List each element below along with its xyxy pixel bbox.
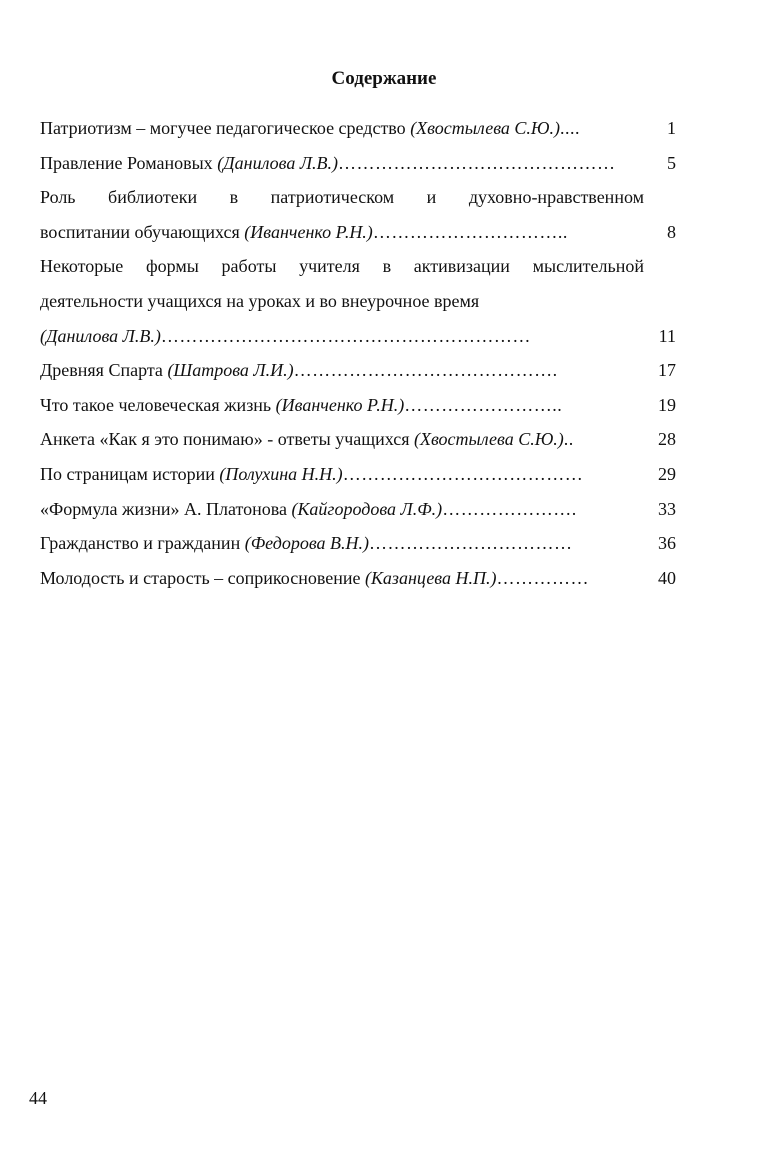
toc-entry-line xyxy=(40,183,676,218)
leader-dots: …………………………… xyxy=(369,533,573,554)
entry-page: 40 xyxy=(658,567,676,588)
table-of-contents xyxy=(40,114,676,598)
leader-dots: …………… xyxy=(496,567,589,588)
entry-title: воспитании обучающихся xyxy=(40,221,245,242)
entry-title: Древняя Спарта xyxy=(40,360,168,381)
page-title: Содержание xyxy=(331,68,437,89)
entry-author: (Полухина Н.Н.) xyxy=(219,463,343,484)
toc-entry xyxy=(40,460,676,495)
entry-page: 1 xyxy=(667,118,676,138)
toc-entry xyxy=(40,322,676,357)
toc-entry-line xyxy=(40,252,676,287)
leader-dots: ……………………………………… xyxy=(338,152,616,173)
entry-author: (Казанцева Н.П.) xyxy=(364,567,497,588)
leader-dots: .. xyxy=(563,429,574,450)
entry-author: (Федорова В.Н.) xyxy=(244,533,369,554)
entry-title: «Формула жизни» А. Платонова xyxy=(40,498,292,519)
entry-title: Гражданство и гражданин xyxy=(40,533,245,554)
leader-dots: …………………………………………………… xyxy=(160,325,531,346)
entry-author: (Хвостылева С.Ю.) xyxy=(413,429,564,450)
entry-author: (Данилова Л.В.) xyxy=(40,325,161,346)
toc-entry xyxy=(40,425,676,460)
entry-page: 5 xyxy=(667,152,676,173)
entry-title: Некоторые формы работы учителя в активизации мыслительной xyxy=(40,256,644,277)
entry-page: 36 xyxy=(658,533,676,554)
entry-title: Роль библиотеки в патриотическом и духовно-нравственном xyxy=(40,187,644,208)
entry-title: Что такое человеческая жизнь xyxy=(40,394,276,415)
entry-page: 19 xyxy=(658,394,676,415)
toc-entry xyxy=(40,356,676,391)
entry-page: 28 xyxy=(658,429,676,450)
toc-entry-line xyxy=(40,287,676,322)
leader-dots: ……………………………………. xyxy=(293,360,558,381)
leader-dots: ………………………….. xyxy=(372,221,568,242)
leader-dots: ………………………………… xyxy=(342,463,584,484)
entry-author: (Иванченко Р.Н.) xyxy=(275,394,405,415)
page-number: 44 xyxy=(29,1088,47,1108)
toc-entry xyxy=(40,529,676,564)
toc-entry xyxy=(40,391,676,426)
leader-dots: .... xyxy=(560,118,580,138)
entry-title: деятельности учащихся на уроках и во внеурочное время xyxy=(40,290,480,311)
toc-entry xyxy=(40,114,676,149)
toc-entry xyxy=(40,149,676,184)
entry-page: 11 xyxy=(658,325,676,346)
entry-author: (Хвостылева С.Ю.) xyxy=(410,118,560,138)
entry-title: По страницам истории xyxy=(40,463,220,484)
entry-author: (Данилова Л.В.) xyxy=(217,152,339,173)
entry-author: (Иванченко Р.Н.) xyxy=(244,221,373,242)
entry-title: Анкета «Как я это понимаю» - ответы учащихся xyxy=(40,429,414,450)
entry-page: 17 xyxy=(658,360,676,381)
entry-title: Молодость и старость – соприкосновение xyxy=(40,567,365,588)
entry-author: (Шатрова Л.И.) xyxy=(167,360,294,381)
leader-dots: …………………. xyxy=(442,498,577,519)
entry-title: Патриотизм – могучее педагогическое средство xyxy=(40,118,411,138)
toc-entry xyxy=(40,218,676,253)
entry-page: 29 xyxy=(658,463,676,484)
entry-author: (Кайгородова Л.Ф.) xyxy=(291,498,443,519)
leader-dots: …………………….. xyxy=(404,394,563,415)
toc-entry xyxy=(40,564,676,599)
entry-page: 33 xyxy=(658,498,676,519)
entry-title: Правление Романовых xyxy=(40,152,218,173)
entry-page: 8 xyxy=(667,221,676,242)
toc-entry xyxy=(40,495,676,530)
